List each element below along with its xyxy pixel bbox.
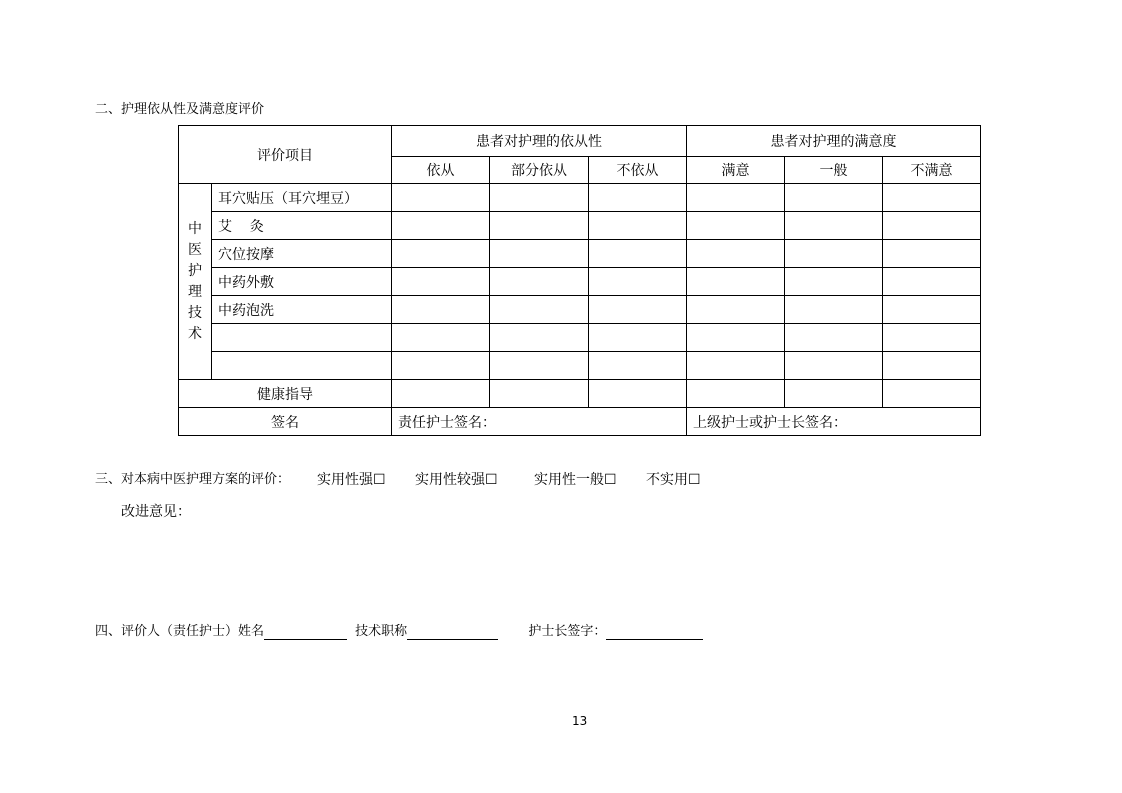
technique-label: 耳穴贴压（耳穴埋豆） [212, 184, 392, 212]
table-cell[interactable] [883, 324, 981, 352]
section-2-title: 二、护理依从性及满意度评价 [95, 102, 265, 117]
technical-title-label: 技术职称 [355, 624, 408, 639]
table-cell[interactable] [883, 184, 981, 212]
technique-label[interactable] [212, 352, 392, 380]
col-non-compliant: 不依从 [589, 157, 687, 184]
table-cell[interactable] [785, 380, 883, 408]
table-cell[interactable] [392, 296, 490, 324]
table-cell[interactable] [687, 240, 785, 268]
technique-label: 穴位按摩 [212, 240, 392, 268]
technique-label: 艾 灸 [212, 212, 392, 240]
table-cell[interactable] [392, 268, 490, 296]
technique-label: 中药泡洗 [212, 296, 392, 324]
col-unsatisfied: 不满意 [883, 157, 981, 184]
table-cell[interactable] [785, 268, 883, 296]
tcm-group-label-cell [179, 184, 212, 380]
table-cell[interactable] [785, 352, 883, 380]
technique-label: 中药外敷 [212, 268, 392, 296]
option-average-practical-checkbox[interactable]: 实用性一般☐ [534, 472, 617, 488]
satisfaction-header: 患者对护理的满意度 [687, 126, 981, 157]
compliance-header: 患者对护理的依从性 [392, 126, 687, 157]
table-cell[interactable] [589, 268, 687, 296]
technical-title-field[interactable] [407, 623, 498, 640]
col-partially-compliant: 部分依从 [490, 157, 589, 184]
page-number: 13 [572, 714, 588, 728]
evaluator-name-field[interactable] [264, 623, 347, 640]
table-cell[interactable] [589, 380, 687, 408]
table-cell[interactable] [490, 380, 589, 408]
table-cell[interactable] [490, 296, 589, 324]
table-cell[interactable] [392, 240, 490, 268]
table-cell[interactable] [687, 268, 785, 296]
table-cell[interactable] [392, 184, 490, 212]
table-cell[interactable] [392, 212, 490, 240]
table-cell[interactable] [490, 240, 589, 268]
option-very-practical-checkbox[interactable]: 实用性强☐ [317, 472, 386, 488]
table-cell[interactable] [687, 380, 785, 408]
health-guidance-label: 健康指导 [179, 380, 392, 408]
evaluation-table [178, 125, 981, 436]
tcm-group-label: 中医护理技术 [188, 220, 202, 342]
table-cell[interactable] [883, 296, 981, 324]
item-header: 评价项目 [179, 126, 392, 184]
table-cell[interactable] [589, 296, 687, 324]
table-cell[interactable] [392, 324, 490, 352]
table-cell[interactable] [687, 184, 785, 212]
signature-label: 签名 [179, 408, 392, 436]
table-cell[interactable] [589, 212, 687, 240]
table-cell[interactable] [490, 212, 589, 240]
table-cell[interactable] [490, 268, 589, 296]
table-cell[interactable] [883, 352, 981, 380]
table-cell[interactable] [785, 184, 883, 212]
improvement-label: 改进意见： [121, 504, 191, 520]
head-nurse-sign-field[interactable] [606, 623, 703, 640]
table-cell[interactable] [687, 212, 785, 240]
table-cell[interactable] [785, 324, 883, 352]
table-cell[interactable] [490, 352, 589, 380]
table-cell[interactable] [785, 296, 883, 324]
technique-label[interactable] [212, 324, 392, 352]
option-not-practical-checkbox[interactable]: 不实用☐ [646, 472, 701, 488]
col-compliant: 依从 [392, 157, 490, 184]
table-cell[interactable] [883, 268, 981, 296]
table-cell[interactable] [883, 240, 981, 268]
head-nurse-signature-field[interactable]: 上级护士或护士长签名： [687, 408, 981, 436]
table-cell[interactable] [589, 184, 687, 212]
head-nurse-sign-label: 护士长签字： [528, 624, 607, 639]
table-cell[interactable] [883, 380, 981, 408]
table-cell[interactable] [883, 212, 981, 240]
col-satisfied: 满意 [687, 157, 785, 184]
nurse-signature-field[interactable]: 责任护士签名： [392, 408, 687, 436]
table-cell[interactable] [490, 184, 589, 212]
evaluator-name-label: 四、评价人（责任护士）姓名 [95, 624, 265, 639]
table-cell[interactable] [687, 352, 785, 380]
table-cell[interactable] [589, 324, 687, 352]
table-cell[interactable] [687, 296, 785, 324]
table-cell[interactable] [785, 212, 883, 240]
option-fairly-practical-checkbox[interactable]: 实用性较强☐ [415, 472, 498, 488]
table-cell[interactable] [589, 352, 687, 380]
table-cell[interactable] [589, 240, 687, 268]
table-cell[interactable] [392, 380, 490, 408]
section-4-row [95, 623, 703, 640]
table-cell[interactable] [687, 324, 785, 352]
table-cell[interactable] [785, 240, 883, 268]
table-cell[interactable] [392, 352, 490, 380]
table-cell[interactable] [490, 324, 589, 352]
col-neutral: 一般 [785, 157, 883, 184]
section-3-title: 三、对本病中医护理方案的评价： [95, 472, 291, 487]
